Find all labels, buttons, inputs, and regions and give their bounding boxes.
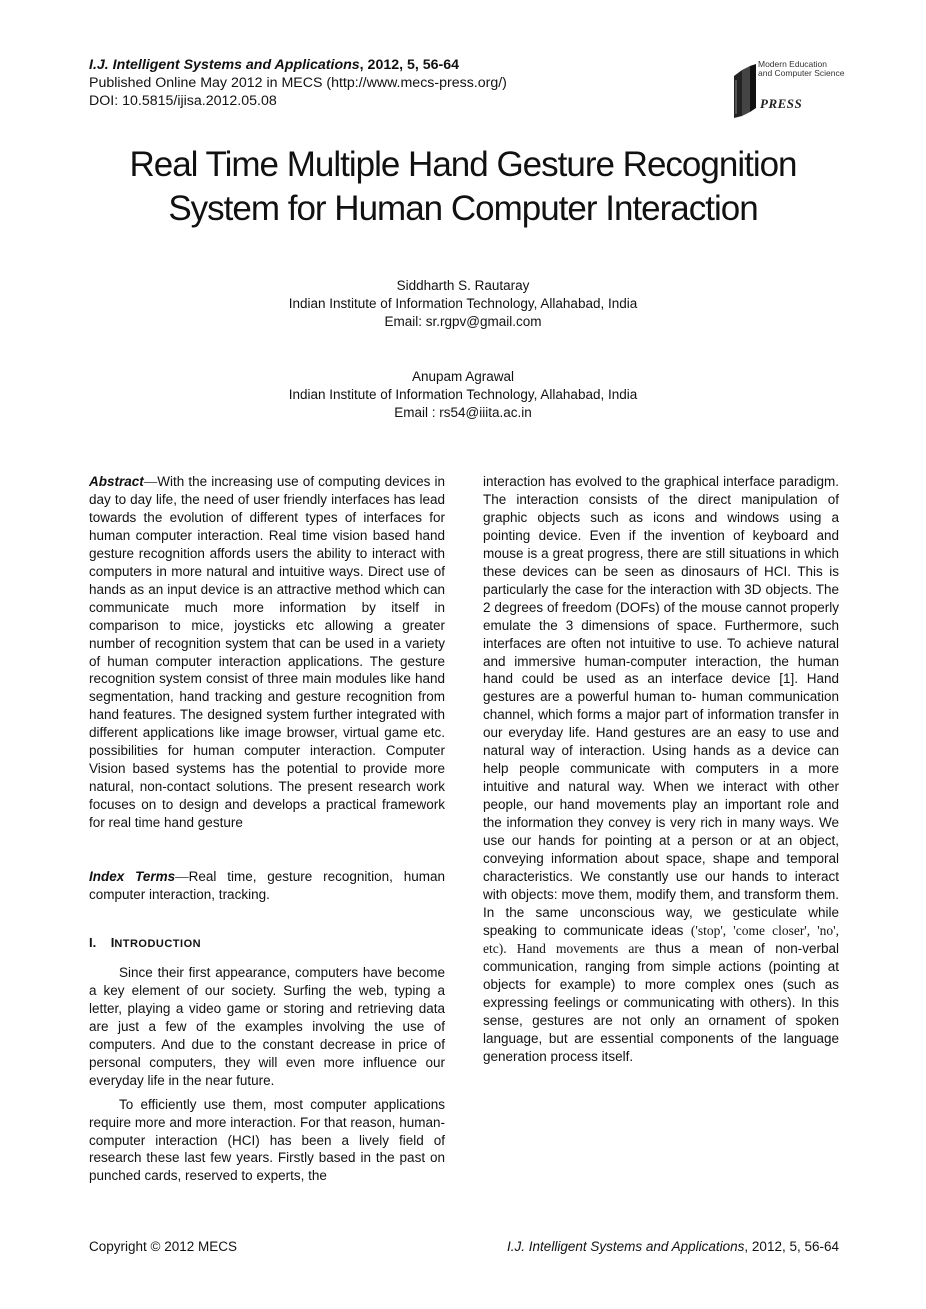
index-terms — [89, 868, 445, 904]
author-1-email: Email: sr.rgpv@gmail.com — [384, 314, 542, 329]
right-text-serif: ('stop', 'come closer', 'no', etc). Hand movements are — [483, 922, 839, 956]
right-column-paragraph — [483, 473, 839, 1065]
journal-header — [89, 56, 507, 110]
footer-journal-name: I.J. Intelligent Systems and Applications — [507, 1239, 745, 1254]
title-line-2: System for Human Computer Interaction — [168, 189, 758, 228]
authors — [100, 277, 826, 422]
author-2-name: Anupam Agrawal — [411, 369, 515, 384]
index-terms-dash: — — [175, 869, 189, 885]
logo-line-1: Modern Education — [758, 59, 827, 69]
footer-copyright: Copyright © 2012 MECS — [89, 1239, 238, 1254]
logo-press: PRESS — [760, 96, 803, 111]
section-heading-introduction — [89, 934, 445, 954]
logo-text — [758, 60, 844, 78]
logo-line-2: and Computer Science — [758, 68, 845, 78]
author-1-affiliation: Indian Institute of Information Technology, Allahabad, India — [288, 296, 638, 311]
index-terms-text: Real time, gesture recognition, human computer interaction, tracking. — [89, 869, 446, 903]
journal-citation — [89, 56, 507, 74]
abstract — [89, 473, 445, 832]
author-2-affiliation: Indian Institute of Information Technology, Allahabad, India — [288, 387, 638, 402]
title-line-1: Real Time Multiple Hand Gesture Recognition — [129, 145, 797, 184]
right-text-part-2: thus a mean of non-verbal communication, ranging from simple actions (pointing at objects for example) to more complex ones (such as expressing feelings or communicating with others). In this sense, gestures are not only an ornament of spoken language, but are essential components of the language generation process itself. — [483, 940, 839, 1064]
abstract-label: Abstract — [89, 474, 144, 489]
left-column — [89, 473, 445, 1185]
right-text-part-1: interaction has evolved to the graphical interface paradigm. The interaction consists of the direct manipulation of graphic objects such as icons and windows using a pointing device. Even if the invention of keyboard and mouse is a great progress, there are still situations in which these devices can be seen as dinosaurs of HCI. This is particularly the case for the interaction with 3D objects. The 2 degrees of freedom (DOFs) of the mouse cannot properly emulate the 3 dimensions of space. Furthermore, such interfaces are often not intuitive to use. To achieve natural and immersive human-computer interaction, the human hand could be used as an interface device [1]. Hand gestures are a powerful human to- human communication channel, which forms a major part of information transfer in our everyday life. Hand gestures are an easy to use and natural way of interaction. Using hands as a device can help people communicate with computers in a more intuitive and natural way. When we interact with other people, our hand movements play an important role and the information they convey is very rich in many ways. We use our hands for pointing at a person or at an object, conveying information about space, shape and temporal characteristics. We constantly use our hands to interact with objects: move them, modify them, and transform them. In the same unconscious way, we gesticulate while speaking to communicate ideas — [483, 474, 839, 938]
intro-paragraph-2: To efficiently use them, most computer applications require more and more interaction. For that reason, human-computer interaction (HCI) has been a lively field of research these last few years. Firstly based in the past on punched cards, reserved to experts, the — [89, 1096, 445, 1184]
section-rest: NTRODUCTION — [114, 937, 202, 950]
journal-name: I.J. Intelligent Systems and Applications — [89, 57, 360, 73]
right-column — [483, 473, 839, 1065]
footer-issue: , 2012, 5, 56-64 — [744, 1239, 839, 1254]
index-terms-label: Index Terms — [89, 869, 176, 885]
published-online: Published Online May 2012 in MECS (http://www.mecs-press.org/) — [89, 75, 507, 91]
section-number: I. — [89, 934, 97, 950]
doi: DOI: 10.5815/ijisa.2012.05.08 — [89, 93, 277, 109]
intro-paragraph-1: Since their first appearance, computers have become a key element of our society. Surfing the web, typing a letter, playing a video game or storing and retrieving data are just a few of the examples involving the use of computers. And due to the constant decrease in price of personal computers, they will even more influence our everyday life in the near future. — [89, 964, 445, 1088]
footer-journal — [483, 1238, 839, 1255]
author-2-email: Email : rs54@iiita.ac.in — [394, 405, 532, 420]
section-initial: I — [110, 934, 115, 950]
abstract-text: With the increasing use of computing devices in day to day life, the need of user friendly interfaces has lead towards the evolution of different types of interfaces for human computer interaction. Real time vision based hand gesture recognition affords users the ability to interact with computers in more natural and intuitive ways. Direct use of hands as an input device is an attractive method which can communicate much more information by itself in comparison to mice, joysticks etc allowing a greater number of recognition system that can be used in a variety of human computer interaction applications. The gesture recognition system consist of three main modules like hand segmentation, hand tracking and gesture recognition from hand features. The designed system further integrated with different applications like image browser, virtual game etc. possibilities for human computer interaction. Computer Vision based systems has the potential to provide more natural, non-contact solutions. The present research work focuses on to design and develops a practical framework for real time hand gesture — [89, 474, 445, 831]
paper-title — [60, 143, 866, 231]
author-1-name: Siddharth S. Rautaray — [396, 278, 530, 293]
abstract-dash: — — [143, 474, 158, 489]
journal-issue: , 2012, 5, 56-64 — [359, 57, 460, 73]
